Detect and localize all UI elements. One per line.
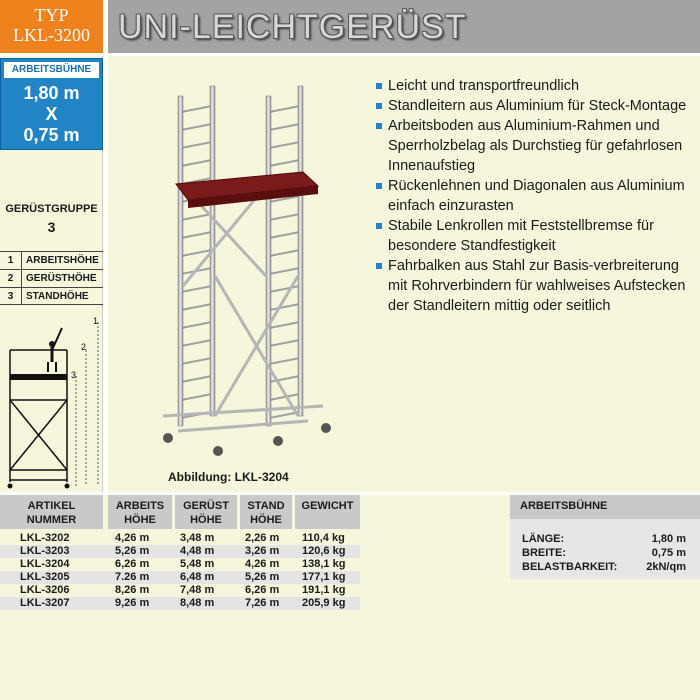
table-row [0,558,360,571]
table-cell: 4,48 m [180,545,215,557]
col-header-line: HÖHE [190,514,222,526]
table-cell: 110,4 kg [302,532,345,544]
legend-number: 3 [0,288,22,305]
legend-label: ARBEITSHÖHE [26,255,99,266]
platform-width: 0,75 m [23,125,80,145]
platform-spec-title: ARBEITSBÜHNE [510,495,700,519]
col-header-scaffold-height [175,495,237,529]
platform-x: X [45,104,58,124]
table-cell: 3,26 m [245,545,280,557]
table-cell: 4,26 m [115,532,150,544]
feature-text: Fahrbalken aus Stahl zur Basis-verbreiterung mit Rohrverbindern für wahlweises Aufstecken der Standleitern mittig oder seitlich [388,258,686,314]
col-header-working-height [108,495,172,529]
table-cell: 177,1 kg [302,571,346,583]
feature-item [376,76,696,96]
scaffold-illustration [148,76,348,466]
table-cell: LKL-3202 [20,532,70,544]
col-header-line: GERÜST [183,500,229,512]
col-header-line: ARTIKEL [27,500,76,512]
page-title: UNI-LEICHTGERÜST [118,8,467,46]
feature-item [376,96,696,116]
scaffold-group [0,203,103,251]
table-cell: LKL-3207 [20,597,70,609]
table-cell: LKL-3203 [20,545,70,557]
diagram-mark-1: 1 [93,316,99,326]
legend-number: 1 [0,252,22,269]
spec-key: LÄNGE: [522,533,565,545]
legend-label: GERÜSTHÖHE [26,273,97,284]
feature-text: Leicht und transportfreundlich [388,78,580,94]
spec-value: 2kN/qm [646,561,686,573]
col-header-line: STAND [247,500,285,512]
col-header-line: HÖHE [124,514,156,526]
legend-row [0,269,103,287]
feature-item [376,216,696,256]
platform-dimensions [1,83,102,146]
table-cell: 4,26 m [245,558,280,570]
feature-item [376,176,696,216]
table-cell: 9,26 m [115,597,150,609]
type-badge [0,0,103,53]
legend-row [0,287,103,305]
feature-text: Arbeitsboden aus Aluminium-Rahmen und Sperrholzbelag als Durchstieg für gefahrlosen Innenaufstieg [388,118,683,174]
bullet-square-icon [376,123,382,129]
table-cell: 7,26 m [245,597,280,609]
feature-list [376,76,696,316]
type-model: LKL-3200 [13,25,90,45]
table-cell: 6,48 m [180,571,215,583]
legend-label: STANDHÖHE [26,291,89,302]
diagram-mark-2: 2 [81,342,87,352]
table-cell: LKL-3205 [20,571,70,583]
spec-key: BELASTBARKEIT: [522,561,618,573]
table-cell: 5,26 m [115,545,150,557]
table-cell: 8,26 m [115,584,150,596]
col-header-standing-height [240,495,292,529]
bullet-square-icon [376,183,382,189]
spec-value: 0,75 m [651,547,686,559]
bullet-square-icon [376,103,382,109]
table-cell: 205,9 kg [302,597,346,609]
spec-row [510,533,700,547]
table-row [0,597,360,610]
col-header-line: HÖHE [250,514,282,526]
table-cell: 120,6 kg [302,545,346,557]
table-cell: 6,26 m [115,558,150,570]
table-cell: 2,26 m [245,532,280,544]
spec-key: BREITE: [522,547,566,559]
feature-text: Stabile Lenkrollen mit Feststellbremse für besondere Standfestigkeit [388,218,654,254]
legend-number: 2 [0,270,22,287]
table-row [0,584,360,597]
table-cell: 8,48 m [180,597,215,609]
spec-row [510,547,700,561]
col-header-line: NUMMER [26,514,77,526]
platform-length: 1,80 m [23,83,80,103]
feature-text: Rückenlehnen und Diagonalen aus Aluminium einfach einzurasten [388,178,685,214]
scaffold-group-label: GERÜSTGRUPPE [5,203,98,215]
type-label: TYP [34,5,69,25]
table-cell: 7.26 m [115,571,150,583]
platform-label: ARBEITSBÜHNE [4,62,99,78]
diagram-mark-3: 3 [71,370,77,380]
table-cell: 138,1 kg [302,558,346,570]
col-header-line: GEWICHT [301,500,354,512]
col-header-weight [295,495,360,529]
table-cell: 5,48 m [180,558,215,570]
table-cell: LKL-3206 [20,584,70,596]
platform-spec-box [510,495,700,579]
bullet-square-icon [376,263,382,269]
main-panel [108,56,700,492]
table-cell: 7,48 m [180,584,215,596]
figure-caption: Abbildung: LKL-3204 [168,470,289,484]
feature-item [376,256,696,316]
feature-item [376,116,696,176]
table-row [0,571,360,584]
col-header-article [0,495,103,529]
specs-table-area [0,495,700,700]
col-header-line: ARBEITS [115,500,165,512]
table-cell: 5,26 m [245,571,280,583]
spec-value: 1,80 m [651,533,686,545]
table-row [0,545,360,558]
table-cell: 6,26 m [245,584,280,596]
bullet-square-icon [376,83,382,89]
feature-text: Standleitern aus Aluminium für Steck-Montage [388,98,687,114]
legend-row [0,251,103,269]
height-diagram [0,310,103,492]
bullet-square-icon [376,223,382,229]
table-row [0,532,360,545]
table-cell: 191,1 kg [302,584,346,596]
platform-size-badge [0,58,103,150]
scaffold-group-value: 3 [47,219,56,235]
title-bar [108,0,700,53]
spec-row [510,561,700,575]
table-cell: LKL-3204 [20,558,70,570]
table-cell: 3,48 m [180,532,215,544]
